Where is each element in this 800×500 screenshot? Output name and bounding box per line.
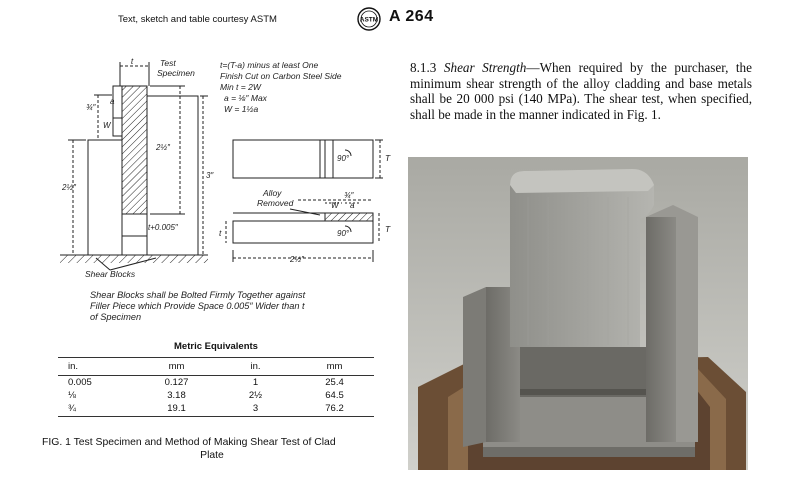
note-line-5: W = 1½a xyxy=(224,104,259,114)
dim-w2-label: W xyxy=(331,201,339,210)
right-shear-block-photo xyxy=(646,217,676,442)
header-in-1: in. xyxy=(58,358,137,376)
alloy-removed-1: Alloy xyxy=(263,188,282,198)
alloy-removed-2: Removed xyxy=(257,198,294,208)
metric-table-title: Metric Equivalents xyxy=(174,341,258,352)
table-cell: 0.005 xyxy=(68,377,92,388)
note-line-4: a = ⅛″ Max xyxy=(224,93,267,103)
metric-equivalents-table xyxy=(58,357,374,417)
note-line-1: t=(T-a) minus at least One xyxy=(220,60,319,70)
note-line-3: Min t = 2W xyxy=(220,82,261,92)
shear-strength-section xyxy=(410,60,752,122)
shear-note-line-2: Filler Piece which Provide Space 0.005″ Wider than t xyxy=(90,301,305,311)
dim-three-quarter-2: ¾″ xyxy=(344,191,354,200)
angle-label-1: 90° xyxy=(337,154,350,163)
standard-number: A 264 xyxy=(389,8,434,25)
courtesy-note: Text, sketch and table courtesy ASTM xyxy=(118,14,277,25)
specimen-hatched xyxy=(122,86,147,214)
figure-caption xyxy=(42,436,382,462)
note-line-2: Finish Cut on Carbon Steel Side xyxy=(220,71,342,81)
figure-caption-line-1: FIG. 1 Test Specimen and Method of Making Shear Test of Clad xyxy=(42,437,336,448)
header-in-2: in. xyxy=(216,358,295,376)
table-cell: ¾ xyxy=(58,402,137,417)
specimen-top-view xyxy=(233,140,373,178)
left-shear-block xyxy=(88,140,122,255)
dim-t-side: t xyxy=(219,228,222,238)
shear-note-line-3: of Specimen xyxy=(90,312,142,322)
ground-hatch xyxy=(60,255,208,263)
dim-T-bot: T xyxy=(385,224,391,234)
table-row xyxy=(58,402,374,417)
dim-w-label: W xyxy=(103,121,111,130)
angle-label-2: 90° xyxy=(337,229,350,238)
table-cell: ⅛ xyxy=(68,390,76,401)
section-body: —When required by the purchaser, the minimum shear strength of the alloy cladding and base metals shall be 20 000 psi (140 MPa). The shear test, when specified, shall be made in the manner indicated in Fig. 1. xyxy=(410,60,752,122)
dim-two-half-2: 2½″ xyxy=(290,255,304,264)
table-row xyxy=(58,376,374,390)
clad-specimen-photo xyxy=(510,169,654,347)
test-specimen-label-2: Specimen xyxy=(157,68,195,78)
dim-two-half-inner: 2½″ xyxy=(156,143,170,152)
table-cell: 2½ xyxy=(248,390,263,401)
shear-blocks-label: Shear Blocks xyxy=(85,269,136,279)
dim-a2-label: a xyxy=(350,201,355,210)
dim-gap-label: t+0.005″ xyxy=(148,223,178,232)
table-cell: 76.2 xyxy=(295,402,374,417)
table-cell: 19.1 xyxy=(137,402,216,417)
dim-a-label: a xyxy=(110,97,115,106)
header-mm-1: mm xyxy=(137,358,216,376)
table-cell: 1 xyxy=(252,377,259,388)
shear-test-sketch xyxy=(0,0,400,340)
dim-t-label: t xyxy=(130,56,134,66)
table-cell: 64.5 xyxy=(325,390,344,401)
table-cell: 25.4 xyxy=(325,377,344,388)
shear-note-line-1: Shear Blocks shall be Bolted Firmly Together against xyxy=(90,290,306,300)
table-header-row xyxy=(58,358,374,376)
specimen-side-view xyxy=(233,221,373,243)
section-title: Shear Strength xyxy=(443,60,527,75)
header-mm-2: mm xyxy=(295,358,374,376)
dim-T-top: T xyxy=(385,153,391,163)
shear-fixture-photo xyxy=(408,157,748,470)
dim-two-half-outer: 2½″ xyxy=(62,183,76,192)
table-row xyxy=(58,389,374,402)
table-cell: 3 xyxy=(216,402,295,417)
dim-three-quarter-label: ¾″ xyxy=(86,103,96,112)
dim-three-label: 3″ xyxy=(206,171,214,180)
svg-text:ASTM: ASTM xyxy=(359,16,379,24)
table-cell: 0.127 xyxy=(164,377,189,388)
section-number: 8.1.3 xyxy=(410,60,437,75)
table-cell: 3.18 xyxy=(167,390,186,401)
shear-block-note xyxy=(90,290,390,323)
figure-caption-line-2: Plate xyxy=(200,450,224,461)
test-specimen-label-1: Test xyxy=(160,58,176,68)
